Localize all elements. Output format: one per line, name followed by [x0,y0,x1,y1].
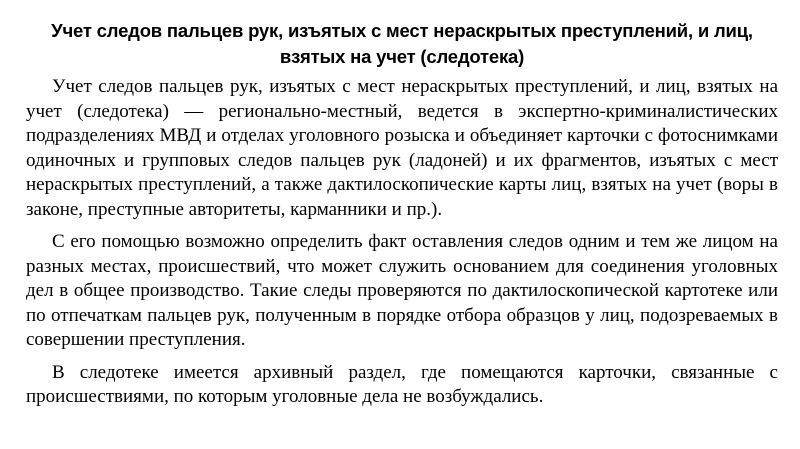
slide-title: Учет следов пальцев рук, изъятых с мест нераскрытых преступлений, и лиц, взятых на учет (следотека) [51,20,753,67]
paragraph-3: В следотеке имеется архивный раздел, где помещаются карточки, связанные с происшествиями, по которым уголовные дела не возбуждались. [26,361,778,407]
paragraph-2: С его помощью возможно определить факт оставления следов одним и тем же лицом на разных местах, происшествий, что может служить основанием для соединения уголовных дел в общее производство. Такие следы проверяются по дактилоскопической картотеке или по отпечаткам пальцев рук, полученным в порядке отбора образцов у лиц, подозреваемых в совершении преступления. [26,231,778,350]
paragraph-1: Учет следов пальцев рук, изъятых с мест нераскрытых преступлений, и лиц, взятых на учет (следотека) — регионально-местный, ведется в экспертно-криминалистических подразделениях МВД и отделах уголовного розыска и объединяет карточки с фотоснимками одиночных и групповых следов пальцев рук (ладоней) и их фрагментов, изъятых с мест нераскрытых преступлений, а также дактилоскопические карты лиц, взятых на учет (воры в законе, преступные авторитеты, карманники и пр.). [26,76,778,220]
